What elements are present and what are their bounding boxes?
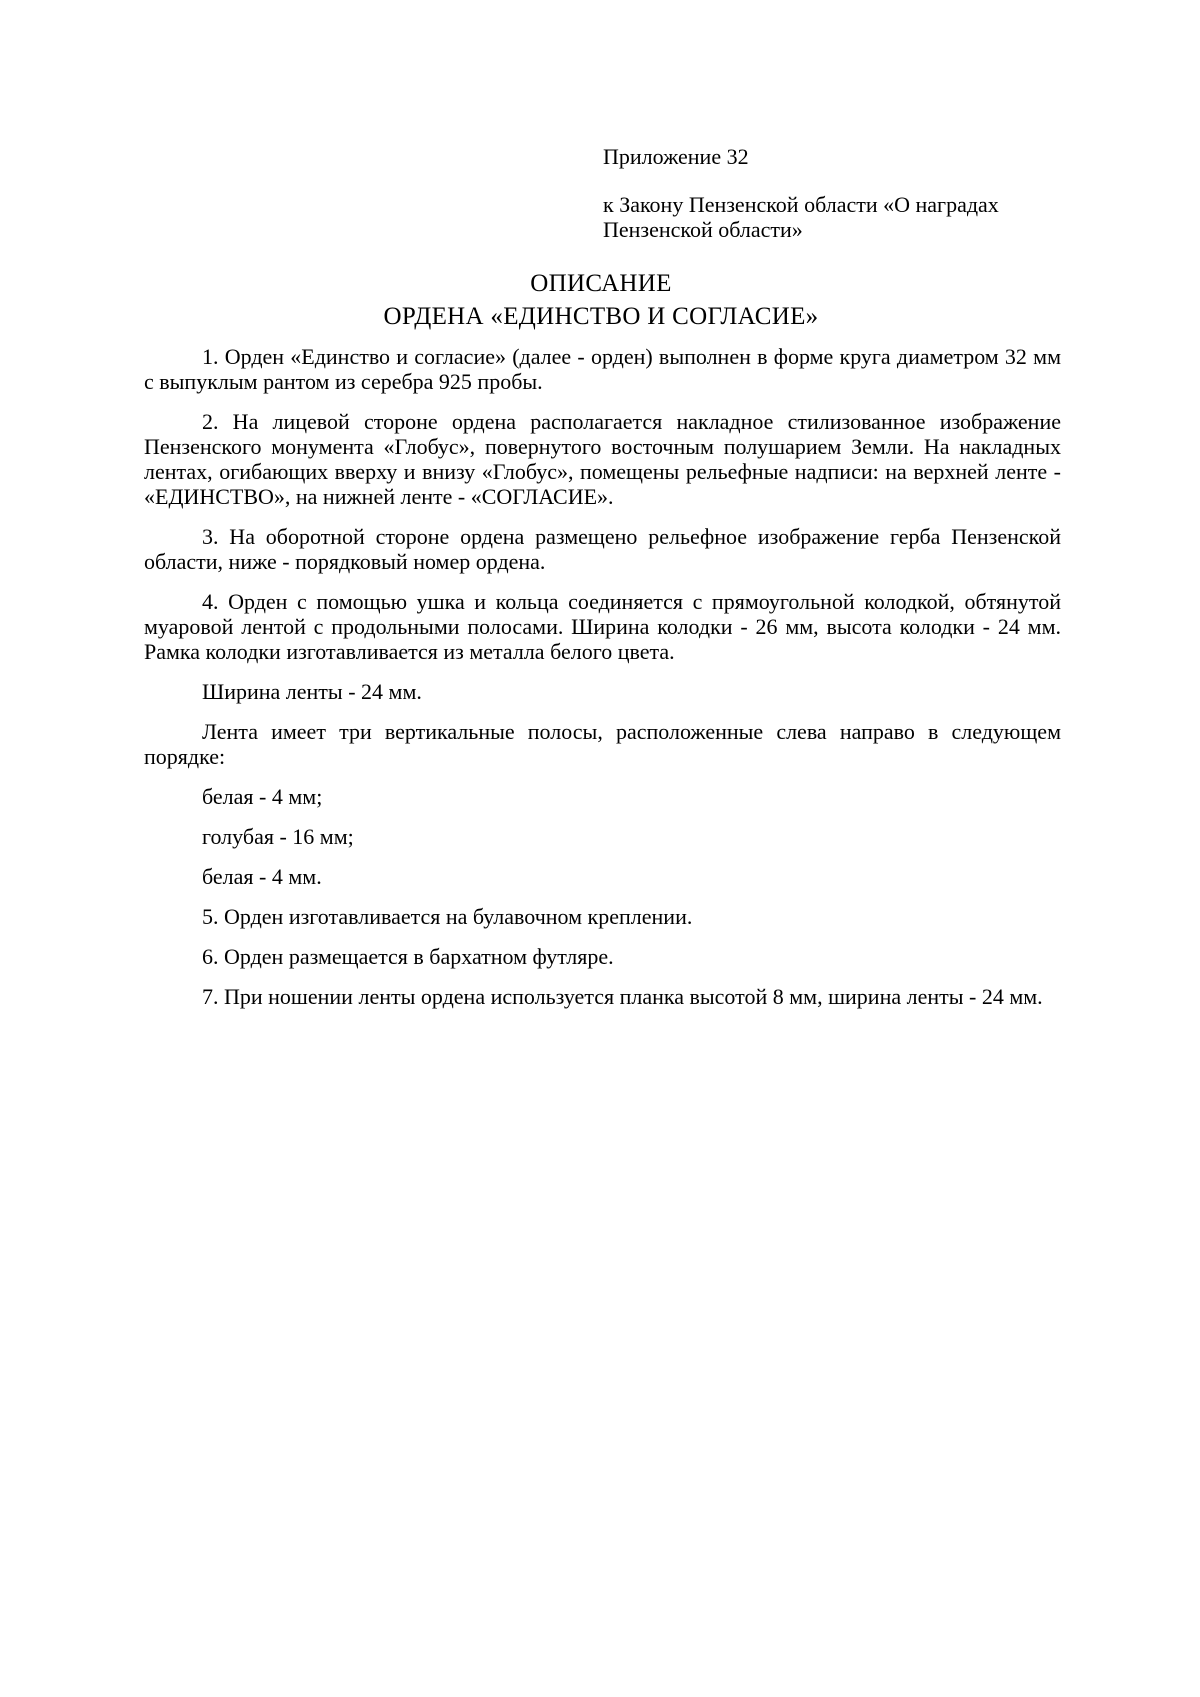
stripe-item-1: белая - 4 мм; — [202, 784, 323, 809]
paragraph-3: 3. На оборотной стороне ордена размещено рельефное изображение герба Пензенской области, ниже - порядковый номер ордена. — [144, 524, 1061, 574]
stripe-item-2: голубая - 16 мм; — [202, 824, 354, 849]
paragraph-4: 4. Орден с помощью ушка и кольца соединяется с прямоугольной колодкой, обтянутой муаровой лентой с продольными полосами. Ширина колодки - 26 мм, высота колодки - 24 мм. Рамка колодки изготавливается из металла белого цвета. — [144, 589, 1061, 664]
ribbon-width: Ширина ленты - 24 мм. — [202, 679, 422, 704]
paragraph-2: 2. На лицевой стороне ордена располагается накладное стилизованное изображение Пензенского монумента «Глобус», повернутого восточным полушарием Земли. На накладных лентах, огибающих вверху и внизу «Глобус», помещены рельефные надписи: на верхней ленте - «ЕДИНСТВО», на нижней ленте - «СОГЛАСИЕ». — [144, 409, 1061, 509]
stripe-item-3: белая - 4 мм. — [202, 864, 322, 889]
title-line-2: ОРДЕНА «ЕДИНСТВО И СОГЛАСИЕ» — [383, 303, 819, 330]
paragraph-1: 1. Орден «Единство и согласие» (далее - орден) выполнен в форме круга диаметром 32 мм с выпуклым рантом из серебра 925 пробы. — [144, 344, 1061, 394]
appendix-header — [603, 144, 1083, 242]
document-title — [140, 267, 1062, 333]
appendix-number: Приложение 32 — [603, 144, 749, 169]
appendix-law-reference: к Закону Пензенской области «О наградах Пензенской области» — [603, 192, 999, 242]
paragraph-6: 6. Орден размещается в бархатном футляре. — [202, 944, 614, 969]
paragraph-7: 7. При ношении ленты ордена используется планка высотой 8 мм, ширина ленты - 24 мм. — [202, 984, 1043, 1009]
document-body — [144, 344, 1061, 1024]
paragraph-5: 5. Орден изготавливается на булавочном креплении. — [202, 904, 693, 929]
ribbon-stripes-intro: Лента имеет три вертикальные полосы, расположенные слева направо в следующем порядке: — [144, 719, 1061, 769]
title-line-1: ОПИСАНИЕ — [530, 270, 672, 297]
